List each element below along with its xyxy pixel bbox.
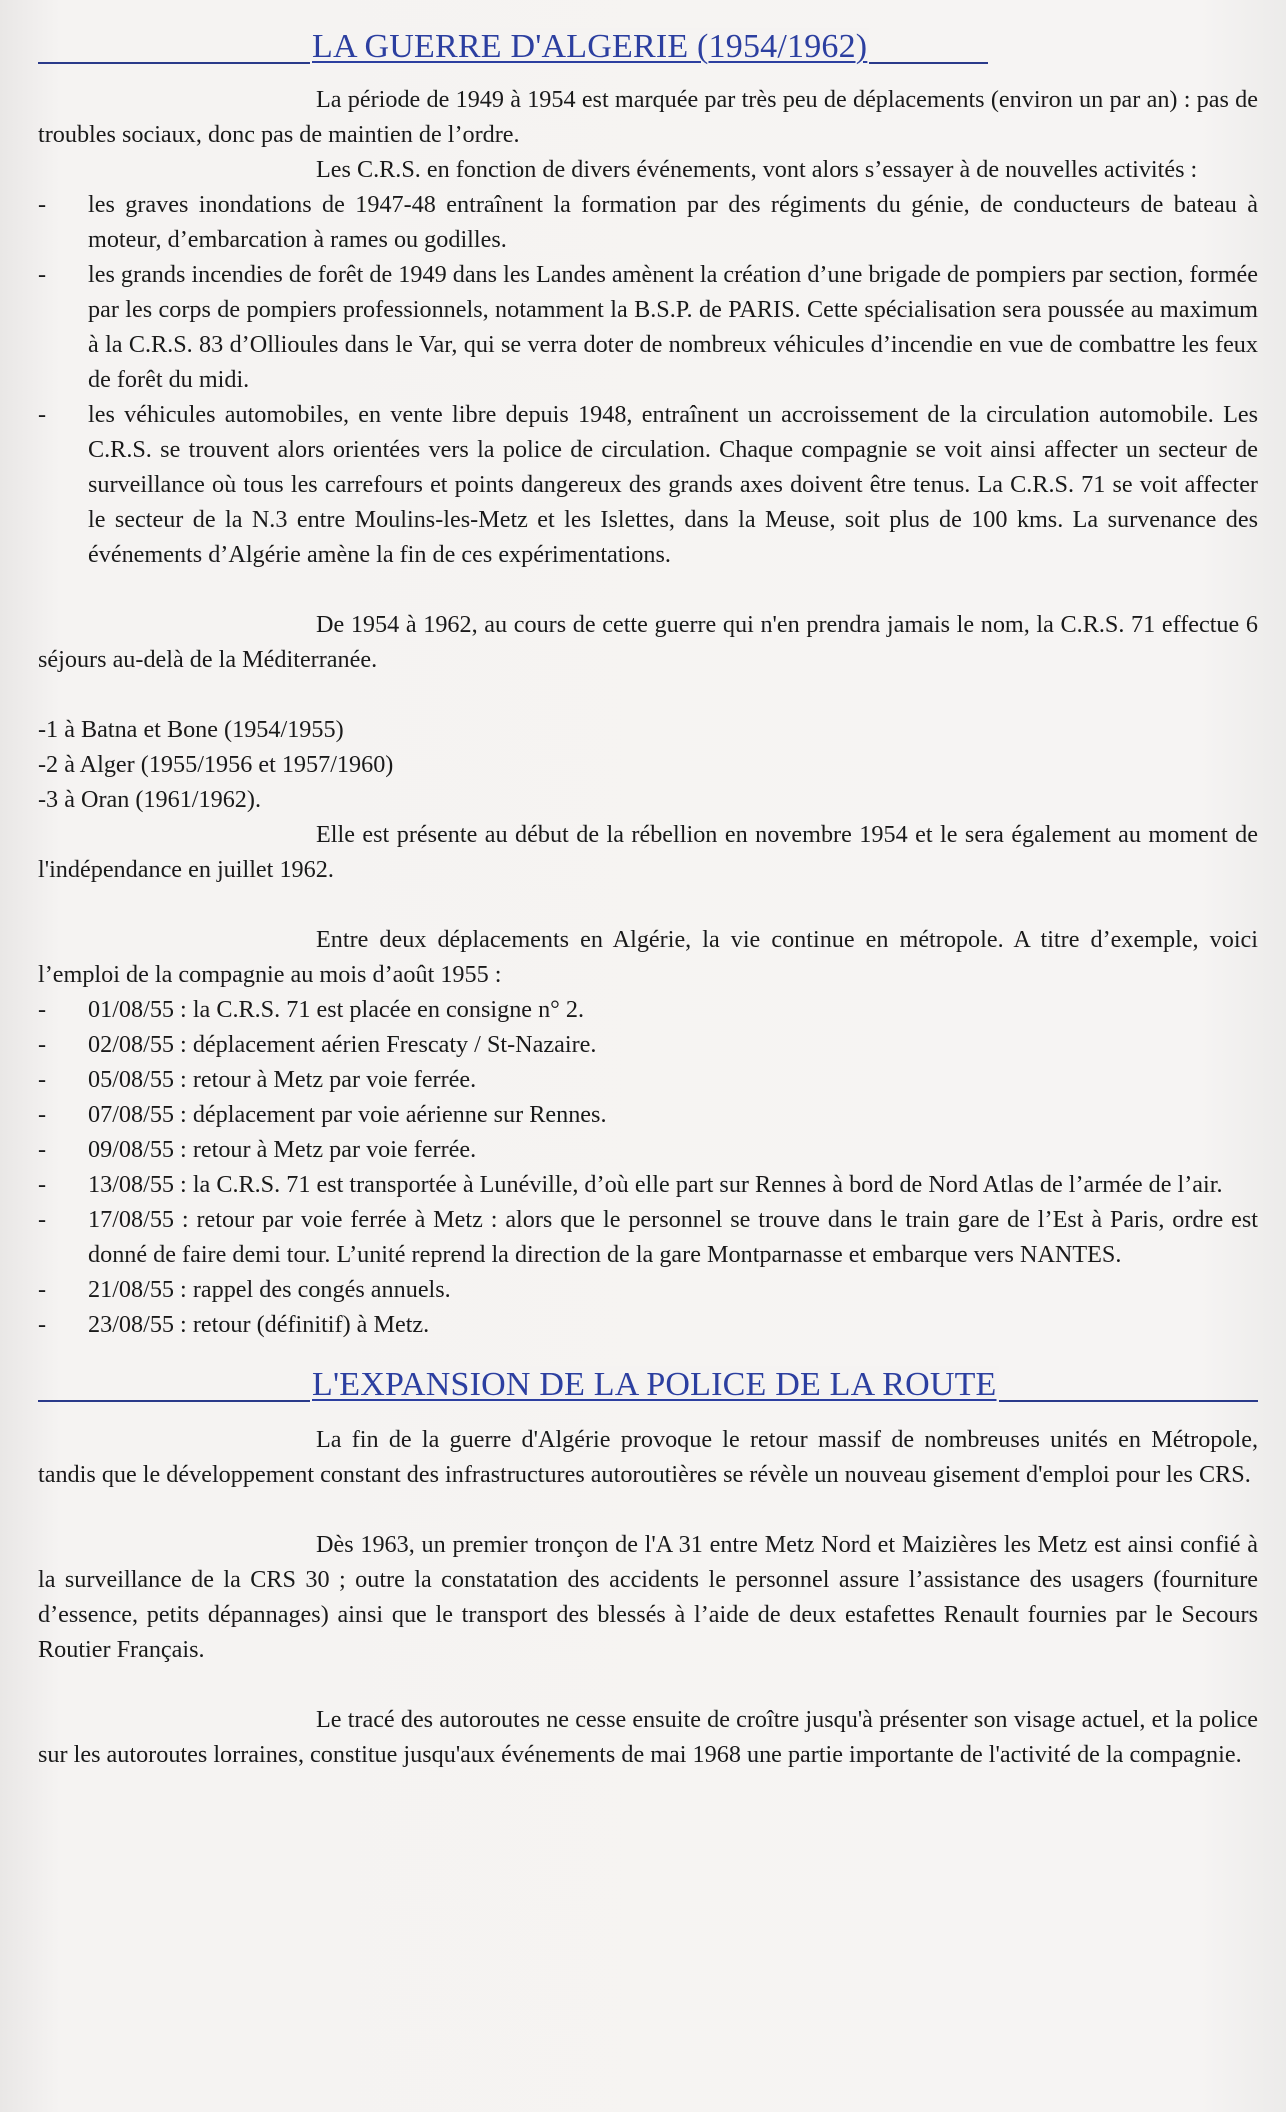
activities-list: [38, 187, 1258, 572]
list-item: [38, 257, 1258, 397]
list-item: [38, 1167, 1258, 1202]
list-dash: -: [38, 1276, 47, 1303]
paragraph: Les C.R.S. en fonction de divers événements, vont alors s’essayer à de nouvelles activités :: [316, 156, 1198, 183]
list-item: [38, 1062, 1258, 1097]
list-dash: -: [38, 1311, 47, 1338]
paragraph: Le tracé des autoroutes ne cesse ensuite de croître jusqu'à présenter son visage actuel, et la police sur les autoroutes lorraines, constitue jusqu'aux événements de mai 1968 une partie importante de l'activité de la compagnie.: [38, 1706, 1258, 1768]
list-item-text: 13/08/55 : la C.R.S. 71 est transportée à Lunéville, d’où elle part sur Rennes à bord de Nord Atlas de l’armée de l’air.: [88, 1171, 1223, 1198]
list-item-text: 05/08/55 : retour à Metz par voie ferrée.: [88, 1066, 477, 1093]
list-item: [38, 1132, 1258, 1167]
section-title-algeria: LA GUERRE D'ALGERIE (1954/1962): [312, 28, 868, 65]
stays-list: [38, 712, 1258, 817]
list-item: [38, 992, 1258, 1027]
list-dash: -: [38, 401, 47, 428]
section-heading-row: [38, 1360, 1258, 1408]
paragraph: De 1954 à 1962, au cours de cette guerre qui n'en prendra jamais le nom, la C.R.S. 71 effectue 6 séjours au-delà de la Méditerranée.: [38, 611, 1258, 673]
list-dash: -: [38, 191, 47, 218]
list-item-text: les grands incendies de forêt de 1949 dans les Landes amènent la création d’une brigade de pompiers par section, formée par les corps de pompiers professionnels, notamment la B.S.P. de PARIS. Cette spécialisation sera poussée au maximum à la C.R.S. 83 d’Ollioules dans le Var, qui se verra doter de nombreux véhicules d’incendie en vue de combattre les feux de forêt du midi.: [88, 261, 1258, 393]
paragraph: Dès 1963, un premier tronçon de l'A 31 entre Metz Nord et Maizières les Metz est ainsi confié à la surveillance de la CRS 30 ; outre la constatation des accidents le personnel assure l’assistance des usagers (fourniture d’essence, petits dépannages) ainsi que le transport des blessés à l’aide de deux estafettes Renault fournies par le Secours Routier Français.: [38, 1531, 1258, 1663]
list-item-text: les graves inondations de 1947-48 entraînent la formation par des régiments du génie, de conducteurs de bateau à moteur, d’embarcation à rames ou godilles.: [88, 191, 1258, 253]
list-dash: -: [38, 996, 47, 1023]
paragraph: La fin de la guerre d'Algérie provoque le retour massif de nombreuses unités en Métropole, tandis que le développement constant des infrastructures autoroutières se révèle un nouveau gisement d'emploi pour les CRS.: [38, 1426, 1258, 1488]
list-dash: -: [38, 1206, 47, 1233]
paragraph: Elle est présente au début de la rébellion en novembre 1954 et le sera également au moment de l'indépendance en juillet 1962.: [38, 821, 1258, 883]
section-title-road-police: L'EXPANSION DE LA POLICE DE LA ROUTE: [312, 1366, 997, 1403]
paragraph: La période de 1949 à 1954 est marquée par très peu de déplacements (environ un par an) : pas de troubles sociaux, donc pas de maintien de l’ordre.: [38, 86, 1258, 148]
list-item: [38, 1027, 1258, 1062]
list-item: [38, 1202, 1258, 1272]
list-item: [38, 397, 1258, 572]
section-heading-row: [38, 22, 1258, 70]
list-item: [38, 1307, 1258, 1342]
list-item: -1 à Batna et Bone (1954/1955): [38, 716, 344, 743]
list-item-text: 17/08/55 : retour par voie ferrée à Metz : alors que le personnel se trouve dans le train gare de l’Est à Paris, ordre est donné de faire demi tour. L’unité reprend la direction de la gare Montparnasse et embarque vers NANTES.: [88, 1206, 1258, 1268]
list-item-text: 01/08/55 : la C.R.S. 71 est placée en consigne n° 2.: [88, 996, 585, 1023]
list-dash: -: [38, 1031, 47, 1058]
list-item: -2 à Alger (1955/1956 et 1957/1960): [38, 751, 394, 778]
list-dash: -: [38, 1066, 47, 1093]
list-item: -3 à Oran (1961/1962).: [38, 786, 262, 813]
paragraph: Entre deux déplacements en Algérie, la vie continue en métropole. A titre d’exemple, voici l’emploi de la compagnie au mois d’août 1955 :: [38, 926, 1258, 988]
list-item: [38, 187, 1258, 257]
list-item-text: 09/08/55 : retour à Metz par voie ferrée.: [88, 1136, 477, 1163]
list-item: [38, 1272, 1258, 1307]
list-dash: -: [38, 1101, 47, 1128]
list-dash: -: [38, 1171, 47, 1198]
list-item-text: 23/08/55 : retour (définitif) à Metz.: [88, 1311, 430, 1338]
list-item-text: les véhicules automobiles, en vente libre depuis 1948, entraînent un accroissement de la circulation automobile. Les C.R.S. se trouvent alors orientées vers la police de circulation. Chaque compagnie se voit ainsi affecter un secteur de surveillance où tous les carrefours et points dangereux des grands axes doivent être tenus. La C.R.S. 71 se voit affecter le secteur de la N.3 entre Moulins-les-Metz et les Islettes, dans la Meuse, soit plus de 100 kms. La survenance des événements d’Algérie amène la fin de ces expérimentations.: [88, 401, 1258, 568]
list-dash: -: [38, 1136, 47, 1163]
list-item-text: 21/08/55 : rappel des congés annuels.: [88, 1276, 451, 1303]
schedule-list: [38, 992, 1258, 1342]
list-item-text: 07/08/55 : déplacement par voie aérienne sur Rennes.: [88, 1101, 607, 1128]
list-item: [38, 1097, 1258, 1132]
list-item-text: 02/08/55 : déplacement aérien Frescaty / St-Nazaire.: [88, 1031, 597, 1058]
list-dash: -: [38, 261, 47, 288]
